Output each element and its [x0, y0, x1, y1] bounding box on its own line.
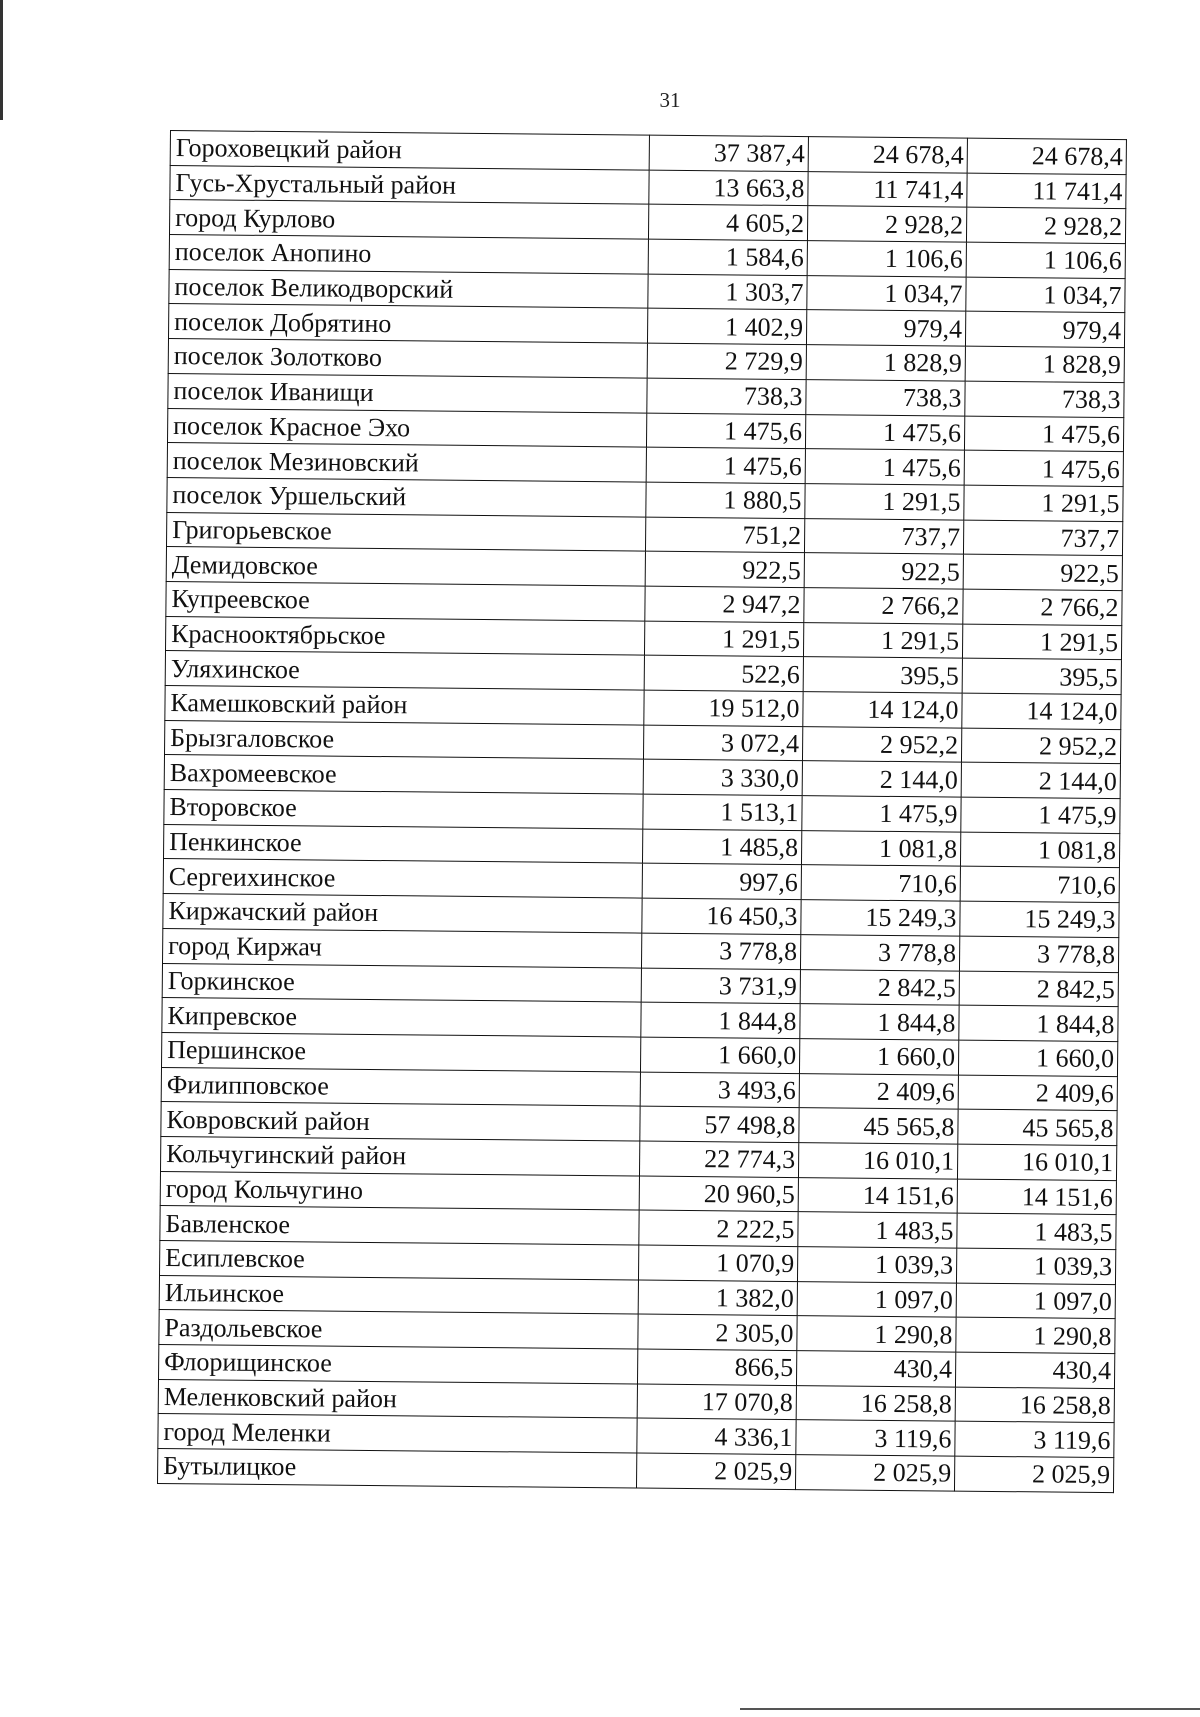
row-value-2-cell: 1 828,9 — [806, 345, 965, 381]
row-value-1-cell: 751,2 — [645, 517, 804, 553]
row-name-cell: город Кольчугино — [160, 1171, 639, 1210]
row-value-1-cell: 1 485,8 — [642, 829, 801, 865]
budget-table — [157, 130, 1127, 1493]
row-name-cell: поселок Великодворский — [169, 269, 648, 308]
row-value-3-cell: 14 151,6 — [957, 1179, 1116, 1215]
row-value-3-cell: 1 828,9 — [965, 346, 1124, 382]
row-value-1-cell: 1 382,0 — [638, 1280, 797, 1316]
row-value-2-cell: 1 097,0 — [797, 1281, 956, 1317]
row-value-3-cell: 2 025,9 — [954, 1456, 1113, 1492]
row-value-2-cell: 1 290,8 — [797, 1316, 956, 1352]
row-value-1-cell: 3 330,0 — [643, 759, 802, 795]
row-value-1-cell: 4 336,1 — [637, 1418, 796, 1454]
row-value-1-cell: 1 844,8 — [641, 1002, 800, 1038]
row-name-cell: Сергеихинское — [163, 859, 642, 898]
bottom-divider — [740, 1708, 1200, 1710]
row-value-2-cell: 2 766,2 — [804, 588, 963, 624]
row-value-3-cell: 2 409,6 — [958, 1075, 1117, 1111]
row-value-2-cell: 1 475,6 — [805, 414, 964, 450]
row-value-1-cell: 22 774,3 — [639, 1141, 798, 1177]
row-name-cell: поселок Красное Эхо — [167, 408, 646, 447]
row-value-3-cell: 1 290,8 — [956, 1317, 1115, 1353]
row-value-2-cell: 3 778,8 — [800, 934, 959, 970]
row-value-3-cell: 1 097,0 — [956, 1283, 1115, 1319]
row-value-1-cell: 738,3 — [647, 378, 806, 414]
row-value-3-cell: 1 844,8 — [959, 1005, 1118, 1041]
row-value-3-cell: 16 258,8 — [955, 1387, 1114, 1423]
row-value-1-cell: 4 605,2 — [648, 204, 807, 240]
row-value-3-cell: 710,6 — [960, 867, 1119, 903]
row-value-1-cell: 2 305,0 — [638, 1314, 797, 1350]
row-value-3-cell: 2 766,2 — [963, 589, 1122, 625]
row-value-1-cell: 16 450,3 — [642, 898, 801, 934]
row-value-2-cell: 738,3 — [806, 379, 965, 415]
row-value-3-cell: 738,3 — [965, 381, 1124, 417]
row-value-3-cell: 737,7 — [963, 520, 1122, 556]
row-value-3-cell: 45 565,8 — [958, 1109, 1117, 1145]
row-value-2-cell: 430,4 — [796, 1351, 955, 1387]
row-value-1-cell: 13 663,8 — [649, 170, 808, 206]
row-value-1-cell: 2 222,5 — [639, 1210, 798, 1246]
row-value-2-cell: 395,5 — [803, 657, 962, 693]
row-value-3-cell: 1 291,5 — [964, 485, 1123, 521]
row-value-2-cell: 2 842,5 — [800, 969, 959, 1005]
row-value-1-cell: 3 072,4 — [643, 725, 802, 761]
row-value-1-cell: 3 778,8 — [641, 933, 800, 969]
row-name-cell: Меленковский район — [158, 1379, 637, 1418]
row-value-1-cell: 1 402,9 — [647, 309, 806, 345]
row-value-3-cell: 16 010,1 — [957, 1144, 1116, 1180]
row-name-cell: Ильинское — [159, 1275, 638, 1314]
row-value-3-cell: 1 475,6 — [964, 450, 1123, 486]
row-name-cell: город Курлово — [169, 200, 648, 239]
row-value-2-cell: 2 952,2 — [802, 726, 961, 762]
row-name-cell: город Меленки — [158, 1414, 637, 1453]
row-value-3-cell: 11 741,4 — [967, 173, 1126, 209]
row-name-cell: Пенкинское — [164, 824, 643, 863]
row-value-2-cell: 1 081,8 — [801, 830, 960, 866]
row-value-1-cell: 1 303,7 — [648, 274, 807, 310]
table-body — [158, 131, 1127, 1493]
row-value-2-cell: 1 291,5 — [805, 483, 964, 519]
row-value-3-cell: 14 124,0 — [962, 693, 1121, 729]
row-value-3-cell: 1 475,9 — [961, 797, 1120, 833]
row-name-cell: Брызгаловское — [165, 720, 644, 759]
row-name-cell: Уляхинское — [165, 651, 644, 690]
row-value-1-cell: 3 731,9 — [641, 968, 800, 1004]
row-name-cell: Филипповское — [161, 1067, 640, 1106]
row-value-2-cell: 14 151,6 — [798, 1177, 957, 1213]
row-name-cell: Есиплевское — [160, 1240, 639, 1279]
row-value-2-cell: 979,4 — [806, 310, 965, 346]
row-value-2-cell: 2 409,6 — [799, 1073, 958, 1109]
row-value-2-cell: 1 034,7 — [807, 275, 966, 311]
row-name-cell: поселок Иванищи — [168, 373, 647, 412]
row-value-3-cell: 922,5 — [963, 554, 1122, 590]
row-value-2-cell: 922,5 — [804, 553, 963, 589]
row-value-2-cell: 1 475,6 — [805, 449, 964, 485]
row-value-2-cell: 45 565,8 — [799, 1108, 958, 1144]
row-value-1-cell: 2 729,9 — [647, 343, 806, 379]
row-value-2-cell: 15 249,3 — [801, 900, 960, 936]
row-value-2-cell: 1 660,0 — [799, 1038, 958, 1074]
row-name-cell: Кипревское — [162, 998, 641, 1037]
row-name-cell: Краснооктябрьское — [166, 616, 645, 655]
row-value-1-cell: 1 475,6 — [646, 447, 805, 483]
row-value-2-cell: 1 039,3 — [797, 1247, 956, 1283]
row-value-1-cell: 866,5 — [637, 1349, 796, 1385]
row-value-3-cell: 1 291,5 — [962, 624, 1121, 660]
row-value-2-cell: 1 475,9 — [802, 796, 961, 832]
row-value-2-cell: 2 025,9 — [795, 1455, 954, 1491]
row-name-cell: поселок Мезиновский — [167, 443, 646, 482]
row-value-3-cell: 2 952,2 — [961, 728, 1120, 764]
row-value-3-cell: 2 842,5 — [959, 971, 1118, 1007]
row-value-3-cell: 3 119,6 — [955, 1422, 1114, 1458]
row-value-3-cell: 1 034,7 — [966, 277, 1125, 313]
row-name-cell: Раздольевское — [159, 1310, 638, 1349]
row-name-cell: Кольчугинский район — [161, 1136, 640, 1175]
row-value-2-cell: 3 119,6 — [796, 1420, 955, 1456]
row-name-cell: Демидовское — [166, 547, 645, 586]
row-value-3-cell: 395,5 — [962, 658, 1121, 694]
row-name-cell: Горкинское — [162, 963, 641, 1002]
row-value-3-cell: 979,4 — [965, 312, 1124, 348]
row-name-cell: поселок Анопино — [169, 235, 648, 274]
row-name-cell: Камешковский район — [165, 685, 644, 724]
row-value-3-cell: 1 483,5 — [957, 1213, 1116, 1249]
row-value-1-cell: 1 584,6 — [648, 239, 807, 275]
row-name-cell: поселок Золотково — [168, 339, 647, 378]
row-value-2-cell: 1 106,6 — [807, 241, 966, 277]
page-number: 31 — [659, 88, 681, 112]
row-value-3-cell: 430,4 — [955, 1352, 1114, 1388]
row-value-3-cell: 3 778,8 — [959, 936, 1118, 972]
row-value-1-cell: 1 880,5 — [646, 482, 805, 518]
row-name-cell: Флорищинское — [159, 1345, 638, 1384]
row-name-cell: Бавленское — [160, 1206, 639, 1245]
row-value-3-cell: 2 144,0 — [961, 763, 1120, 799]
row-value-3-cell: 1 106,6 — [966, 242, 1125, 278]
row-value-1-cell: 1 291,5 — [644, 621, 803, 657]
row-name-cell: Вахромеевское — [164, 755, 643, 794]
row-value-1-cell: 997,6 — [642, 864, 801, 900]
row-value-1-cell: 3 493,6 — [640, 1072, 799, 1108]
row-value-3-cell: 1 660,0 — [958, 1040, 1117, 1076]
row-value-2-cell: 14 124,0 — [803, 692, 962, 728]
row-name-cell: Першинское — [162, 1032, 641, 1071]
row-value-2-cell: 2 144,0 — [802, 761, 961, 797]
row-value-1-cell: 2 947,2 — [645, 586, 804, 622]
row-name-cell: поселок Уршельский — [167, 477, 646, 516]
row-name-cell: Гусь-Хрустальный район — [170, 165, 649, 204]
row-name-cell: Ковровский район — [161, 1102, 640, 1141]
row-value-3-cell: 15 249,3 — [960, 901, 1119, 937]
row-value-1-cell: 922,5 — [645, 551, 804, 587]
row-value-2-cell: 24 678,4 — [808, 137, 967, 173]
row-value-2-cell: 1 483,5 — [798, 1212, 957, 1248]
row-value-2-cell: 710,6 — [801, 865, 960, 901]
row-value-2-cell: 1 844,8 — [800, 1004, 959, 1040]
row-value-3-cell: 1 039,3 — [956, 1248, 1115, 1284]
row-value-1-cell: 1 070,9 — [638, 1245, 797, 1281]
row-value-1-cell: 1 475,6 — [646, 413, 805, 449]
row-value-2-cell: 2 928,2 — [807, 206, 966, 242]
row-name-cell: Киржачский район — [163, 894, 642, 933]
row-value-1-cell: 1 660,0 — [640, 1037, 799, 1073]
row-name-cell: Купреевское — [166, 581, 645, 620]
row-name-cell: Гороховецкий район — [170, 131, 649, 170]
row-value-1-cell: 37 387,4 — [649, 135, 808, 171]
row-value-2-cell: 737,7 — [804, 518, 963, 554]
row-name-cell: поселок Добрятино — [168, 304, 647, 343]
row-value-1-cell: 19 512,0 — [644, 690, 803, 726]
row-name-cell: Бутылицкое — [158, 1449, 637, 1488]
row-value-3-cell: 2 928,2 — [966, 208, 1125, 244]
row-value-1-cell: 17 070,8 — [637, 1384, 796, 1420]
row-value-2-cell: 1 291,5 — [803, 622, 962, 658]
row-value-2-cell: 16 258,8 — [796, 1385, 955, 1421]
row-name-cell: Григорьевское — [166, 512, 645, 551]
row-value-1-cell: 20 960,5 — [639, 1176, 798, 1212]
row-value-1-cell: 1 513,1 — [643, 794, 802, 830]
row-value-2-cell: 11 741,4 — [808, 171, 967, 207]
row-value-1-cell: 57 498,8 — [640, 1106, 799, 1142]
row-name-cell: город Киржач — [163, 928, 642, 967]
row-name-cell: Второвское — [164, 790, 643, 829]
row-value-3-cell: 24 678,4 — [967, 138, 1126, 174]
row-value-1-cell: 522,6 — [644, 655, 803, 691]
row-value-3-cell: 1 475,6 — [964, 416, 1123, 452]
row-value-3-cell: 1 081,8 — [960, 832, 1119, 868]
row-value-2-cell: 16 010,1 — [798, 1143, 957, 1179]
row-value-1-cell: 2 025,9 — [636, 1453, 795, 1489]
